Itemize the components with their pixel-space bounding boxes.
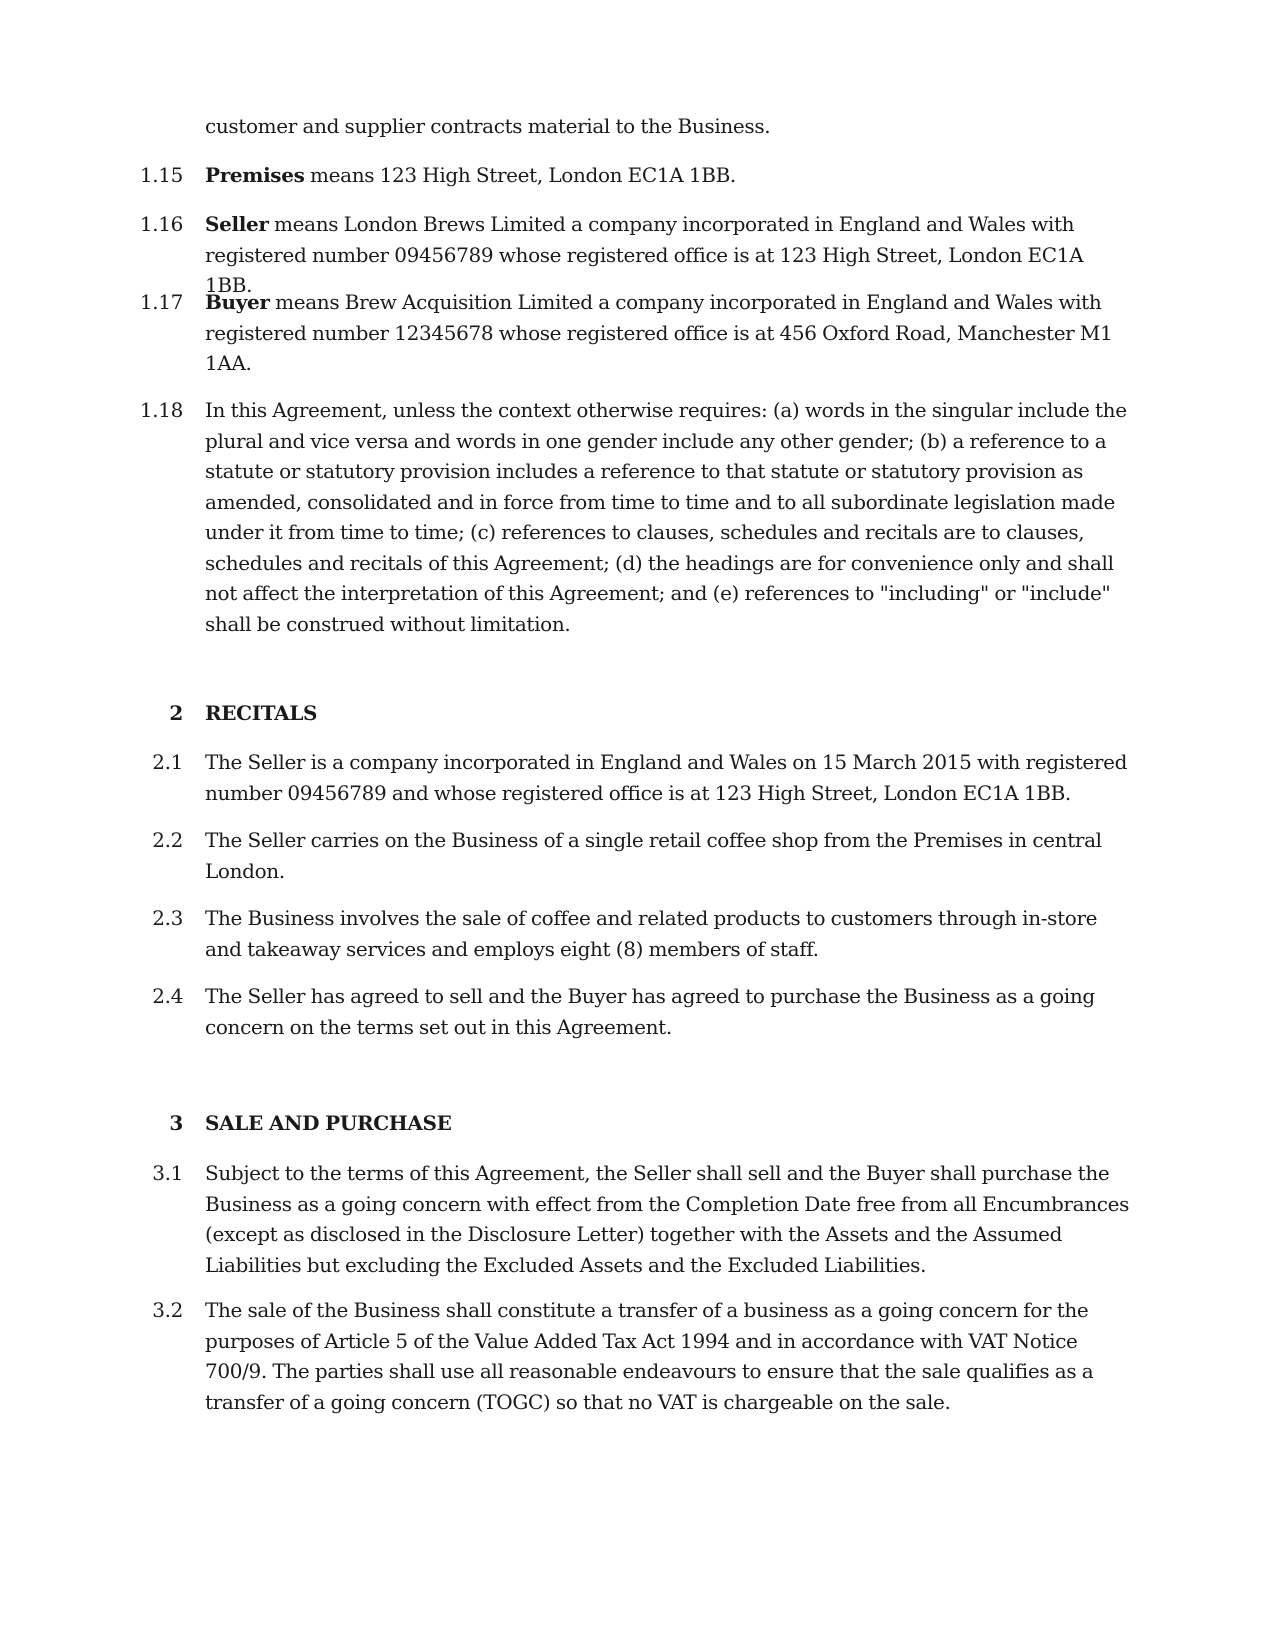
clause-text: The Seller is a company incorporated in England and Wales on 15 March 2015 with registered number 09456789 and whose registered office is at 123 High Street, London EC1A 1BB. [205, 750, 1128, 805]
clause-number: 1.15 [139, 163, 183, 187]
clause-2-4 [133, 981, 1133, 1042]
clause-number: 2.2 [152, 828, 183, 852]
clause-number: 2.1 [152, 750, 183, 774]
definition-text: means London Brews Limited a company incorporated in England and Wales with registered number 09456789 whose registered office is at 123 High Street, London EC1A 1BB. [205, 212, 1084, 297]
defined-term: Buyer [205, 290, 270, 314]
clause-3-2 [133, 1295, 1133, 1417]
clause-1-18 [133, 395, 1133, 639]
clause-text: The Business involves the sale of coffee and related products to customers through in-store and takeaway services and employs eight (8) members of staff. [205, 906, 1098, 961]
section-number: 3 [169, 1111, 183, 1135]
clause-1-15 [133, 160, 1133, 191]
section-title: RECITALS [205, 701, 318, 725]
clause-number: 1.17 [139, 290, 183, 314]
clause-text: The Seller carries on the Business of a single retail coffee shop from the Premises in central London. [205, 828, 1102, 883]
definition-text: means 123 High Street, London EC1A 1BB. [310, 163, 736, 187]
clause-1-17 [133, 287, 1133, 379]
clause-number: 3.1 [152, 1161, 183, 1185]
definition-text: means Brew Acquisition Limited a company incorporated in England and Wales with registered number 12345678 whose registered office is at 456 Oxford Road, Manchester M1 1AA. [205, 290, 1113, 375]
clause-text: customer and supplier contracts material to the Business. [205, 114, 771, 138]
clause-text: The Seller has agreed to sell and the Buyer has agreed to purchase the Business as a going concern on the terms set out in this Agreement. [205, 984, 1095, 1039]
section-heading-recitals [133, 698, 1133, 729]
clause-text [205, 287, 1133, 379]
clause-continuation [133, 111, 1133, 142]
clause-number: 3.2 [152, 1298, 183, 1322]
section-heading-sale-and-purchase [133, 1108, 1133, 1139]
clause-3-1 [133, 1158, 1133, 1280]
clause-number: 1.18 [139, 398, 183, 422]
section-title: SALE AND PURCHASE [205, 1111, 452, 1135]
clause-2-2 [133, 825, 1133, 886]
clause-text [205, 160, 1133, 191]
clause-number: 2.4 [152, 984, 183, 1008]
defined-term: Seller [205, 212, 269, 236]
clause-number: 2.3 [152, 906, 183, 930]
clause-2-3 [133, 903, 1133, 964]
section-number: 2 [169, 701, 183, 725]
clause-2-1 [133, 747, 1133, 808]
clause-text: Subject to the terms of this Agreement, the Seller shall sell and the Buyer shall purchase the Business as a going concern with effect from the Completion Date free from all Encumbrances (except as disclosed in the Disclosure Letter) together with the Assets and the Assumed Liabilities but excluding the Excluded Assets and the Excluded Liabilities. [205, 1161, 1129, 1277]
clause-text: The sale of the Business shall constitute a transfer of a business as a going concern for the purposes of Article 5 of the Value Added Tax Act 1994 and in accordance with VAT Notice 700/9. The parties shall use all reasonable endeavours to ensure that the sale qualifies as a transfer of a going concern (TOGC) so that no VAT is chargeable on the sale. [205, 1298, 1094, 1414]
defined-term: Premises [205, 163, 305, 187]
clause-text: In this Agreement, unless the context otherwise requires: (a) words in the singular include the plural and vice versa and words in one gender include any other gender; (b) a reference to a statute or statutory provision includes a reference to that statute or statutory provision as amended, consolidated and in force from time to time and to all subordinate legislation made under it from time to time; (c) references to clauses, schedules and recitals are to clauses, schedules and recitals of this Agreement; (d) the headings are for convenience only and shall not affect the interpretation of this Agreement; and (e) references to "including" or "include" shall be construed without limitation. [205, 398, 1127, 636]
clause-number: 1.16 [139, 212, 183, 236]
